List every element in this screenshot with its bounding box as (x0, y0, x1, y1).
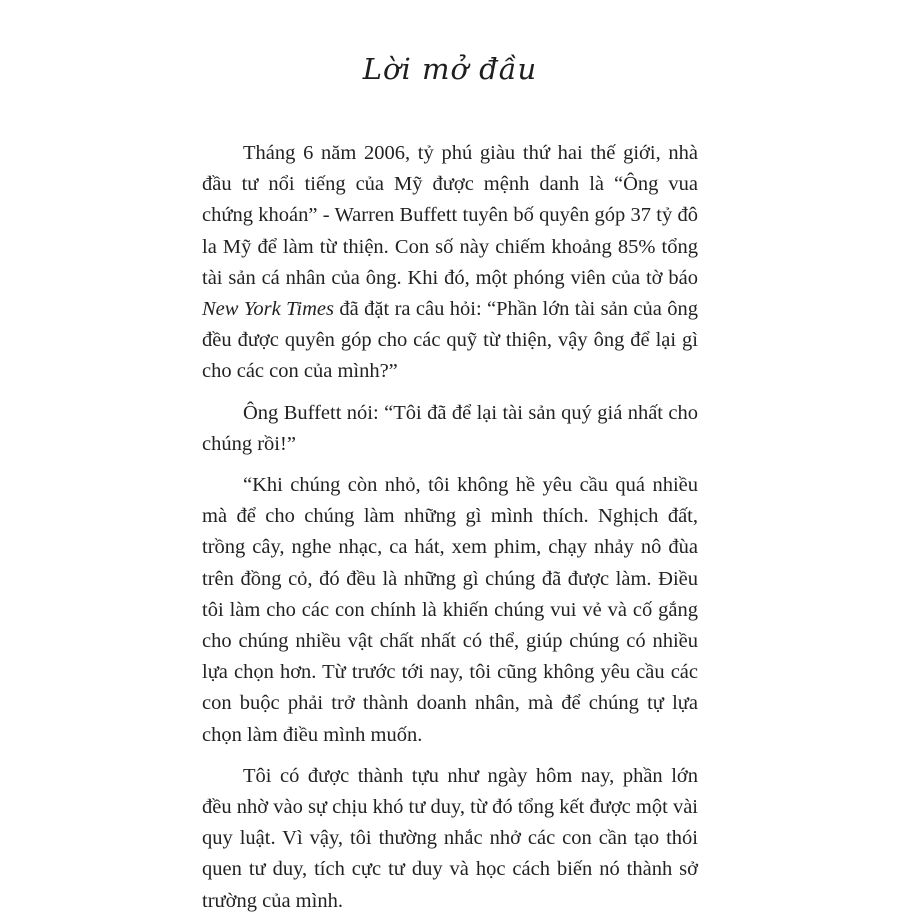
paragraph-3: “Khi chúng còn nhỏ, tôi không hề yêu cầu quá nhiều mà để cho chúng làm những gì mình thích. Nghịch đất, trồng cây, nghe nhạc, ca hát, xem phim, chạy nhảy nô đùa trên đồng cỏ, đó đều là những gì chúng đã được làm. Điều tôi làm cho các con chính là khiến chúng vui vẻ và cố gắng cho chúng nhiều vật chất nhất có thể, giúp chúng có nhiều lựa chọn hơn. Từ trước tới nay, tôi cũng không yêu cầu các con buộc phải trở thành doanh nhân, mà để chúng tự lựa chọn làm điều mình muốn. (202, 474, 698, 746)
paragraph-1-text-after: đã đặt ra câu hỏi: “Phần lớn tài sản của ông đều được quyên góp cho các quỹ từ thiện, vậy ông để lại gì cho các con của mình?” (202, 298, 698, 383)
newspaper-name: New York Times (202, 298, 334, 321)
chapter-title: Lời mở đầu (362, 52, 538, 86)
paragraph-1 (202, 138, 698, 388)
body-text (202, 138, 698, 917)
paragraph-2: Ông Buffett nói: “Tôi đã để lại tài sản quý giá nhất cho chúng rồi!” (202, 401, 698, 455)
paragraph-1-text-before: Tháng 6 năm 2006, tỷ phú giàu thứ hai thế giới, nhà đầu tư nổi tiếng của Mỹ được mệnh danh là “Ông vua chứng khoán” - Warren Buffett tuyên bố quyên góp 37 tỷ đô la Mỹ để làm từ thiện. Con số này chiếm khoảng 85% tổng tài sản cá nhân của ông. Khi đó, một phóng viên của tờ báo (202, 142, 698, 289)
paragraph-4: Tôi có được thành tựu như ngày hôm nay, phần lớn đều nhờ vào sự chịu khó tư duy, từ đó tổng kết được một vài quy luật. Vì vậy, tôi thường nhắc nhở các con cần tạo thói quen tư duy, tích cực tư duy và học cách biến nó thành sở trường của mình. (202, 764, 698, 912)
